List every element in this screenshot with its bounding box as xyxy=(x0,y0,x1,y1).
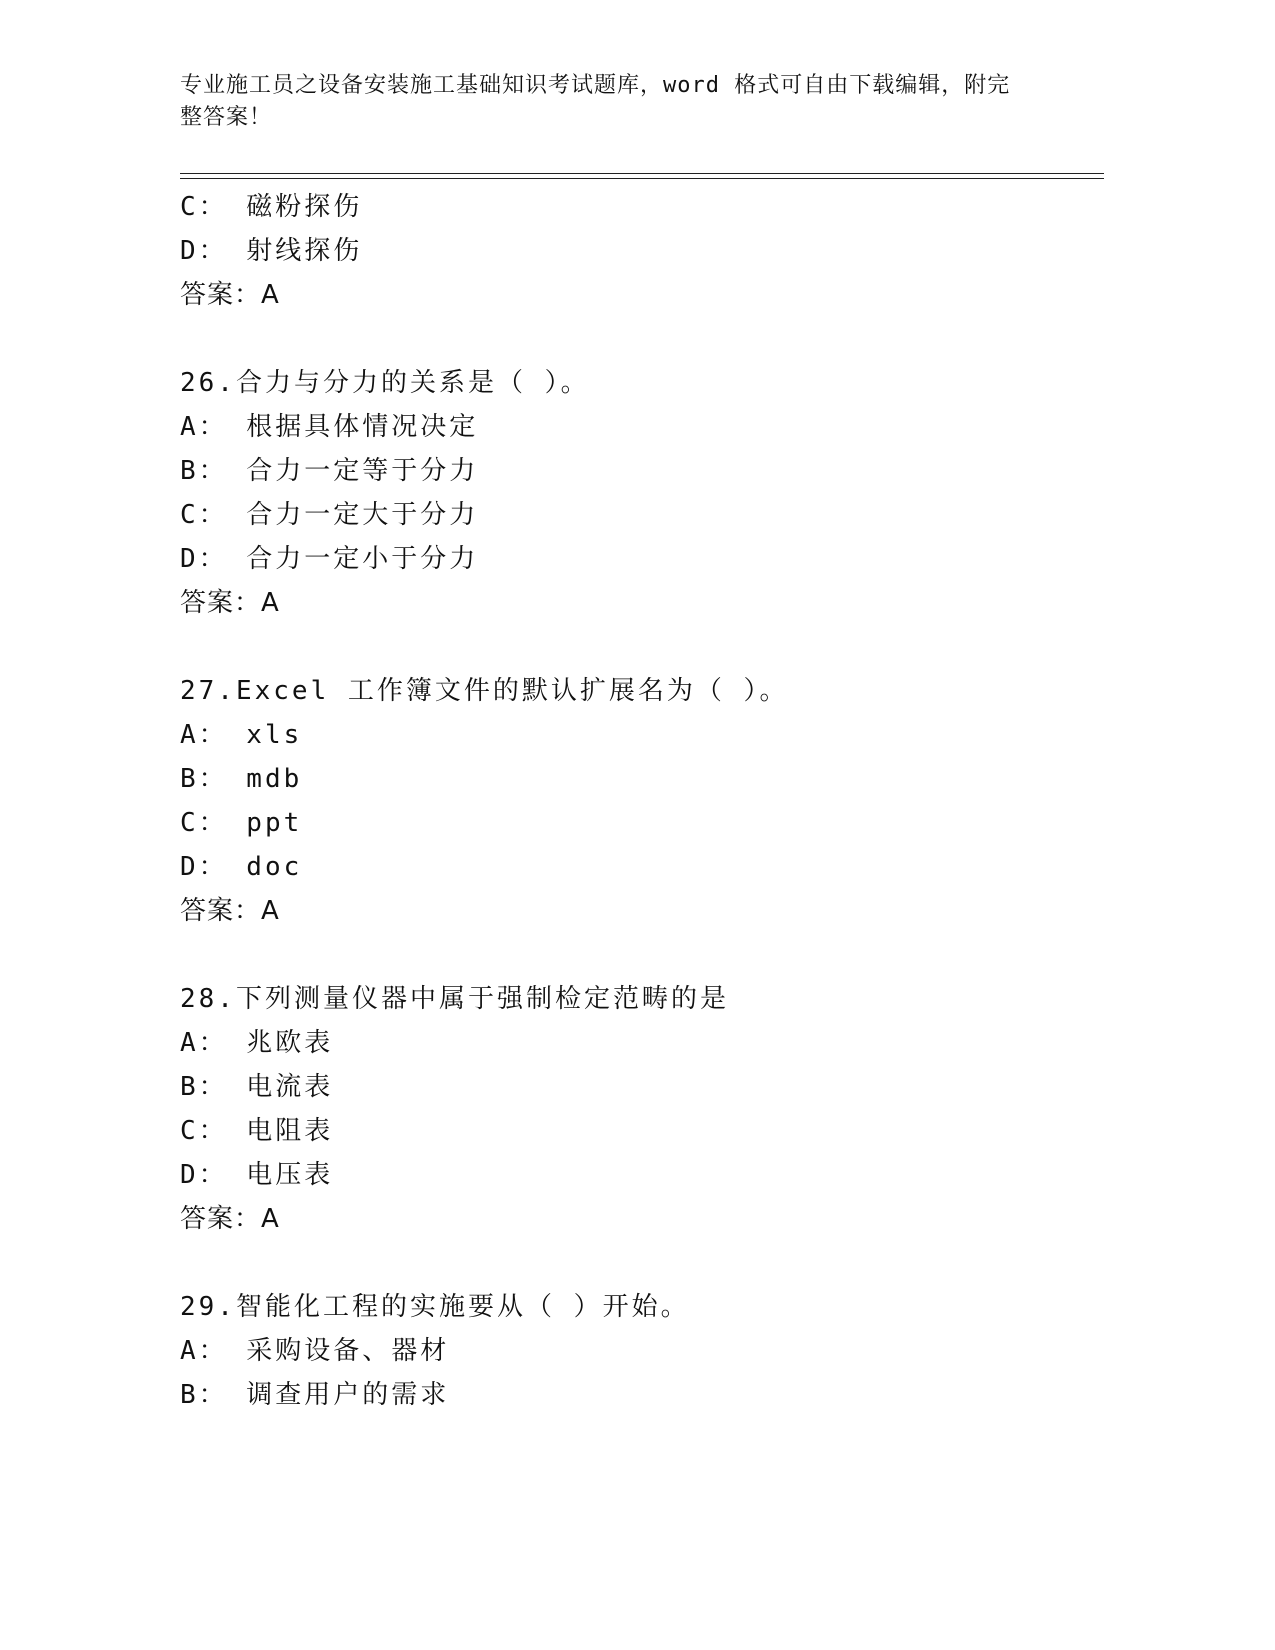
option-c: C： 磁粉探伤 xyxy=(180,192,363,222)
question-list xyxy=(180,185,1080,1417)
answer-line: 答案：A xyxy=(180,896,280,926)
question-text: 29.智能化工程的实施要从（ ）开始。 xyxy=(180,1292,690,1322)
answer-line: 答案：A xyxy=(180,280,280,310)
option-c: C： ppt xyxy=(180,808,303,838)
document-header xyxy=(180,70,1060,134)
option-b: B： 合力一定等于分力 xyxy=(180,456,479,486)
option-a: A： 采购设备、器材 xyxy=(180,1336,450,1366)
question-block-26 xyxy=(180,361,1080,625)
option-d: D： doc xyxy=(180,852,303,882)
spacer xyxy=(180,1241,1080,1285)
question-block-25 xyxy=(180,185,1080,317)
option-d: D： 合力一定小于分力 xyxy=(180,544,479,574)
option-d: D： 电压表 xyxy=(180,1160,334,1190)
option-a: A： 兆欧表 xyxy=(180,1028,334,1058)
option-b: B： mdb xyxy=(180,764,303,794)
option-c: C： 合力一定大于分力 xyxy=(180,500,479,530)
answer-line: 答案：A xyxy=(180,588,280,618)
option-c: C： 电阻表 xyxy=(180,1116,334,1146)
question-text: 26.合力与分力的关系是（ ）。 xyxy=(180,368,590,398)
header-divider-top xyxy=(180,173,1104,174)
question-block-29 xyxy=(180,1285,1080,1417)
option-a: A： 根据具体情况决定 xyxy=(180,412,479,442)
spacer xyxy=(180,317,1080,361)
option-b: B： 调查用户的需求 xyxy=(180,1380,450,1410)
answer-line: 答案：A xyxy=(180,1204,280,1234)
header-divider-bottom xyxy=(180,178,1104,179)
header-line-2: 整答案！ xyxy=(180,105,273,130)
header-line-1: 专业施工员之设备安装施工基础知识考试题库，word 格式可自由下载编辑，附完 xyxy=(180,73,1011,98)
question-text: 28.下列测量仪器中属于强制检定范畴的是 xyxy=(180,984,729,1014)
question-block-28 xyxy=(180,977,1080,1241)
option-d: D： 射线探伤 xyxy=(180,236,363,266)
option-b: B： 电流表 xyxy=(180,1072,334,1102)
question-block-27 xyxy=(180,669,1080,933)
spacer xyxy=(180,625,1080,669)
question-text: 27.Excel 工作簿文件的默认扩展名为（ ）。 xyxy=(180,676,789,706)
option-a: A： xls xyxy=(180,720,303,750)
spacer xyxy=(180,933,1080,977)
